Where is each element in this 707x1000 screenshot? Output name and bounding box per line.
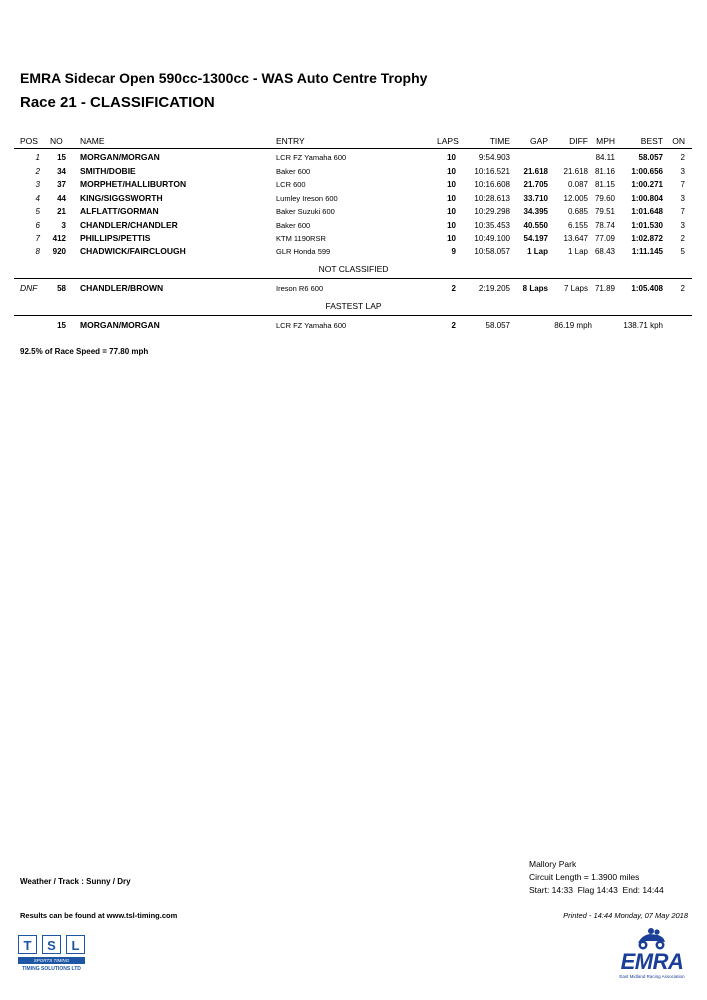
cell-laps: 10 — [447, 234, 456, 243]
cell-pos: 3 — [35, 180, 40, 189]
cell-name: CHANDLER/CHANDLER — [80, 220, 178, 230]
cell-no: 58 — [57, 284, 66, 293]
cell-no: 412 — [52, 234, 66, 243]
cell-on: 3 — [680, 167, 685, 176]
cell-pos: 2 — [35, 167, 40, 176]
header-divider — [14, 148, 692, 149]
not-classified-divider — [14, 278, 692, 279]
emra-logo — [612, 926, 692, 982]
cell-name: PHILLIPS/PETTIS — [80, 233, 151, 243]
cell-on: 2 — [680, 153, 685, 162]
cell-best: 1:00.656 — [631, 167, 663, 176]
circuit-info — [529, 858, 664, 897]
col-mph: MPH — [596, 136, 615, 146]
cell-best: 58.057 — [638, 153, 663, 162]
table-row-dnf — [0, 282, 707, 295]
cell-entry: Baker 600 — [276, 221, 311, 230]
cell-best: 1:01.530 — [631, 221, 663, 230]
cell-time: 10:49.100 — [474, 234, 510, 243]
cell-mph: 79.51 — [594, 207, 615, 216]
cell-laps: 9 — [451, 247, 456, 256]
cell-gap: 21.618 — [523, 167, 548, 176]
cell-on: 7 — [680, 180, 685, 189]
cell-time: 10:16.521 — [474, 167, 510, 176]
cell-entry: Ireson R6 600 — [276, 284, 324, 293]
race-times: Start: 14:33 Flag 14:43 End: 14:44 — [529, 885, 664, 895]
table-row — [0, 165, 707, 178]
cell-gap: 33.710 — [523, 194, 548, 203]
cell-mph: 77.09 — [594, 234, 615, 243]
cell-name: CHADWICK/FAIRCLOUGH — [80, 246, 186, 256]
fastest-lap-row — [0, 319, 707, 332]
cell-laps: 10 — [447, 180, 456, 189]
col-on: ON — [672, 136, 685, 146]
cell-mph: 68.43 — [594, 247, 615, 256]
cell-entry: Lumley Ireson 600 — [276, 194, 338, 203]
cell-no: 21 — [57, 207, 66, 216]
cell-entry: KTM 1190RSR — [276, 234, 326, 243]
cell-kph: 138.71 kph — [623, 321, 663, 330]
cell-mph: 84.11 — [595, 153, 615, 162]
col-laps: LAPS — [437, 136, 459, 146]
cell-best: 1:01.648 — [631, 207, 663, 216]
race-title: Race 21 - CLASSIFICATION — [20, 94, 215, 111]
cell-on: 7 — [680, 207, 685, 216]
cell-time: 2:19.205 — [478, 284, 510, 293]
cell-entry: GLR Honda 599 — [276, 247, 331, 256]
cell-no: 15 — [57, 321, 66, 330]
cell-laps: 10 — [447, 221, 456, 230]
col-name: NAME — [80, 136, 105, 146]
cell-time: 58.057 — [485, 321, 510, 330]
emra-wordmark: EMRA — [620, 949, 684, 974]
cell-mph: 81.16 — [594, 167, 615, 176]
weather-track: Weather / Track : Sunny / Dry — [20, 877, 131, 886]
cell-gap: 1 Lap — [527, 247, 548, 256]
cell-entry: LCR FZ Yamaha 600 — [276, 321, 347, 330]
cell-best: 1:00.271 — [631, 180, 663, 189]
cell-no: 37 — [57, 180, 66, 189]
cell-gap: 21.705 — [523, 180, 548, 189]
cell-entry: LCR 600 — [276, 180, 306, 189]
cell-on: 2 — [680, 234, 685, 243]
col-diff: DIFF — [569, 136, 588, 146]
table-row — [0, 192, 707, 205]
cell-time: 10:58.057 — [474, 247, 510, 256]
cell-entry: Baker 600 — [276, 167, 311, 176]
cell-name: CHANDLER/BROWN — [80, 283, 164, 293]
table-row — [0, 178, 707, 191]
cell-no: 3 — [61, 221, 66, 230]
race-speed-note: 92.5% of Race Speed = 77.80 mph — [20, 347, 149, 356]
tsl-logo — [18, 935, 88, 979]
table-row — [0, 219, 707, 232]
cell-mph: 78.74 — [594, 221, 615, 230]
cell-pos: DNF — [20, 283, 38, 293]
cell-pos: 6 — [35, 221, 40, 230]
cell-entry: LCR FZ Yamaha 600 — [276, 153, 347, 162]
cell-pos: 5 — [35, 207, 40, 216]
cell-no: 920 — [52, 247, 66, 256]
cell-laps: 10 — [447, 153, 456, 162]
cell-on: 3 — [680, 194, 685, 203]
cell-gap: 8 Laps — [522, 284, 548, 293]
fastest-lap-heading: FASTEST LAP — [325, 301, 382, 311]
table-row — [0, 245, 707, 258]
col-entry: ENTRY — [276, 136, 305, 146]
cell-time: 10:29.298 — [474, 207, 510, 216]
cell-best: 1:00.804 — [631, 194, 663, 203]
tsl-company: TIMING SOLUTIONS LTD — [22, 966, 81, 972]
cell-diff: 13.647 — [563, 234, 588, 243]
cell-gap: 40.550 — [523, 221, 548, 230]
table-row — [0, 232, 707, 245]
emra-subtitle: East Midland Racing Association — [619, 974, 685, 979]
cell-on: 2 — [680, 284, 685, 293]
cell-mph: 71.89 — [594, 284, 615, 293]
cell-laps: 10 — [447, 207, 456, 216]
cell-diff: 7 Laps — [563, 284, 588, 293]
cell-name: SMITH/DOBIE — [80, 166, 136, 176]
cell-name: MORGAN/MORGAN — [80, 152, 160, 162]
cell-laps: 2 — [451, 284, 456, 293]
cell-name: ALFLATT/GORMAN — [80, 206, 159, 216]
cell-name: KING/SIGGSWORTH — [80, 193, 163, 203]
cell-gap: 54.197 — [523, 234, 548, 243]
cell-diff: 1 Lap — [567, 247, 588, 256]
cell-time: 10:28.613 — [474, 194, 510, 203]
cell-mph: 86.19 mph — [554, 321, 592, 330]
tsl-letter-l: L — [66, 935, 85, 954]
cell-mph: 81.15 — [594, 180, 615, 189]
cell-no: 34 — [57, 167, 66, 176]
cell-pos: 7 — [35, 234, 40, 243]
cell-name: MORPHET/HALLIBURTON — [80, 179, 187, 189]
cell-laps: 10 — [447, 167, 456, 176]
table-header — [0, 135, 707, 148]
col-best: BEST — [640, 136, 663, 146]
cell-laps: 10 — [447, 194, 456, 203]
tsl-letter-s: S — [42, 935, 61, 954]
event-title: EMRA Sidecar Open 590cc-1300cc - WAS Auto Centre Trophy — [20, 70, 428, 86]
cell-best: 1:11.145 — [631, 247, 663, 256]
col-pos: POS — [20, 136, 38, 146]
cell-best: 1:05.408 — [631, 284, 663, 293]
tsl-letter-t: T — [18, 935, 37, 954]
cell-entry: Baker Suzuki 600 — [276, 207, 335, 216]
cell-best: 1:02.872 — [631, 234, 663, 243]
fastest-lap-divider — [14, 315, 692, 316]
cell-diff: 21.618 — [563, 167, 588, 176]
results-url: Results can be found at www.tsl-timing.com — [20, 911, 178, 920]
table-row — [0, 151, 707, 164]
cell-gap: 34.395 — [523, 207, 548, 216]
cell-no: 15 — [57, 153, 66, 162]
cell-time: 9:54.903 — [478, 153, 510, 162]
col-no: NO — [50, 136, 63, 146]
cell-on: 3 — [680, 221, 685, 230]
table-row — [0, 205, 707, 218]
cell-diff: 12.005 — [563, 194, 588, 203]
cell-time: 10:35.453 — [474, 221, 510, 230]
printed-timestamp: Printed - 14:44 Monday, 07 May 2018 — [563, 911, 688, 920]
cell-diff: 0.685 — [567, 207, 588, 216]
circuit-name: Mallory Park — [529, 859, 577, 869]
circuit-length: Circuit Length = 1.3900 miles — [529, 872, 640, 882]
cell-diff: 0.087 — [567, 180, 588, 189]
cell-on: 5 — [680, 247, 685, 256]
cell-pos: 1 — [35, 153, 40, 162]
col-time: TIME — [489, 136, 510, 146]
cell-mph: 79.60 — [594, 194, 615, 203]
cell-pos: 4 — [35, 194, 40, 203]
cell-no: 44 — [57, 194, 66, 203]
col-gap: GAP — [530, 136, 548, 146]
cell-name: MORGAN/MORGAN — [80, 320, 160, 330]
cell-time: 10:16.608 — [474, 180, 510, 189]
tsl-tagline: SPORTS TIMING — [18, 957, 85, 964]
cell-lap: 2 — [451, 321, 456, 330]
cell-diff: 6.155 — [567, 221, 588, 230]
cell-pos: 8 — [35, 247, 40, 256]
not-classified-heading: NOT CLASSIFIED — [318, 264, 389, 274]
